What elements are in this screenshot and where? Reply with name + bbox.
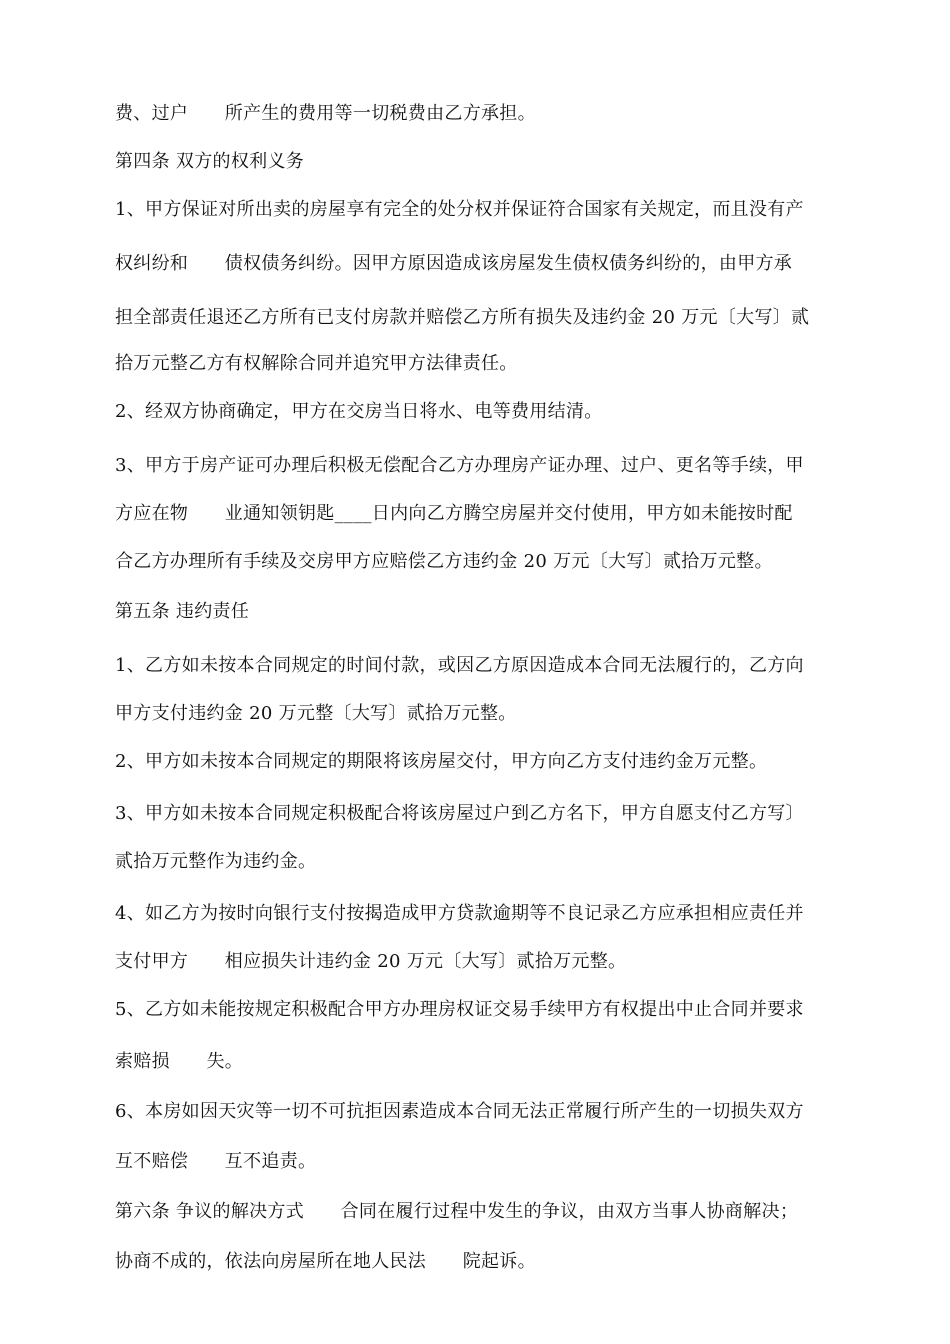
text-line: 3、甲方于房产证可办理后积极无偿配合乙方办理房产证办理、过户、更名等手续，甲 — [115, 455, 804, 476]
text-line: 担全部责任退还乙方所有已支付房款并赔偿乙方所有损失及违约金 20 万元〔大写〕贰 — [115, 307, 810, 328]
text-line: 费、过户 所产生的费用等一切税费由乙方承担。 — [115, 103, 536, 124]
text-line: 权纠纷和 债权债务纠纷。因甲方原因造成该房屋发生债权债务纠纷的，由甲方承 — [115, 253, 793, 274]
text-line: 4、如乙方为按时向银行支付按揭造成甲方贷款逾期等不良记录乙方应承担相应责任并 — [115, 903, 804, 924]
text-line: 2、经双方协商确定，甲方在交房当日将水、电等费用结清。 — [115, 401, 603, 422]
text-line: 1、甲方保证对所出卖的房屋享有完全的处分权并保证符合国家有关规定，而且没有产 — [115, 199, 804, 220]
text-line: 5、乙方如未能按规定积极配合甲方办理房权证交易手续甲方有权提出中止合同并要求 — [115, 999, 804, 1020]
section-heading: 第四条 双方的权利义务 — [115, 151, 305, 172]
text-line: 索赔损 失。 — [115, 1051, 244, 1072]
text-line: 6、本房如因天灾等一切不可抗拒因素造成本合同无法正常履行所产生的一切损失双方 — [115, 1101, 804, 1122]
text-line: 2、甲方如未按本合同规定的期限将该房屋交付，甲方向乙方支付违约金万元整。 — [115, 751, 768, 772]
text-line: 3、甲方如未按本合同规定积极配合将该房屋过户到乙方名下，甲方自愿支付乙方写〕 — [115, 803, 804, 824]
text-line: 合乙方办理所有手续及交房甲方应赔偿乙方违约金 20 万元〔大写〕贰拾万元整。 — [115, 551, 773, 572]
text-line: 甲方支付违约金 20 万元整〔大写〕贰拾万元整。 — [115, 703, 517, 724]
text-line: 1、乙方如未按本合同规定的时间付款，或因乙方原因造成本合同无法履行的，乙方向 — [115, 655, 804, 676]
text-line: 贰拾万元整作为违约金。 — [115, 851, 317, 872]
text-line: 支付甲方 相应损失计违约金 20 万元〔大写〕贰拾万元整。 — [115, 951, 627, 972]
text-line: 互不赔偿 互不追责。 — [115, 1151, 317, 1172]
section-heading: 第五条 违约责任 — [115, 601, 250, 622]
text-line: 第六条 争议的解决方式 合同在履行过程中发生的争议，由双方当事人协商解决； — [115, 1201, 799, 1222]
text-line: 拾万元整乙方有权解除合同并追究甲方法律责任。 — [115, 353, 518, 374]
text-line: 方应在物 业通知领钥匙____日内向乙方腾空房屋并交付使用，甲方如未能按时配 — [115, 503, 793, 524]
text-line: 协商不成的，依法向房屋所在地人民法 院起诉。 — [115, 1251, 536, 1272]
